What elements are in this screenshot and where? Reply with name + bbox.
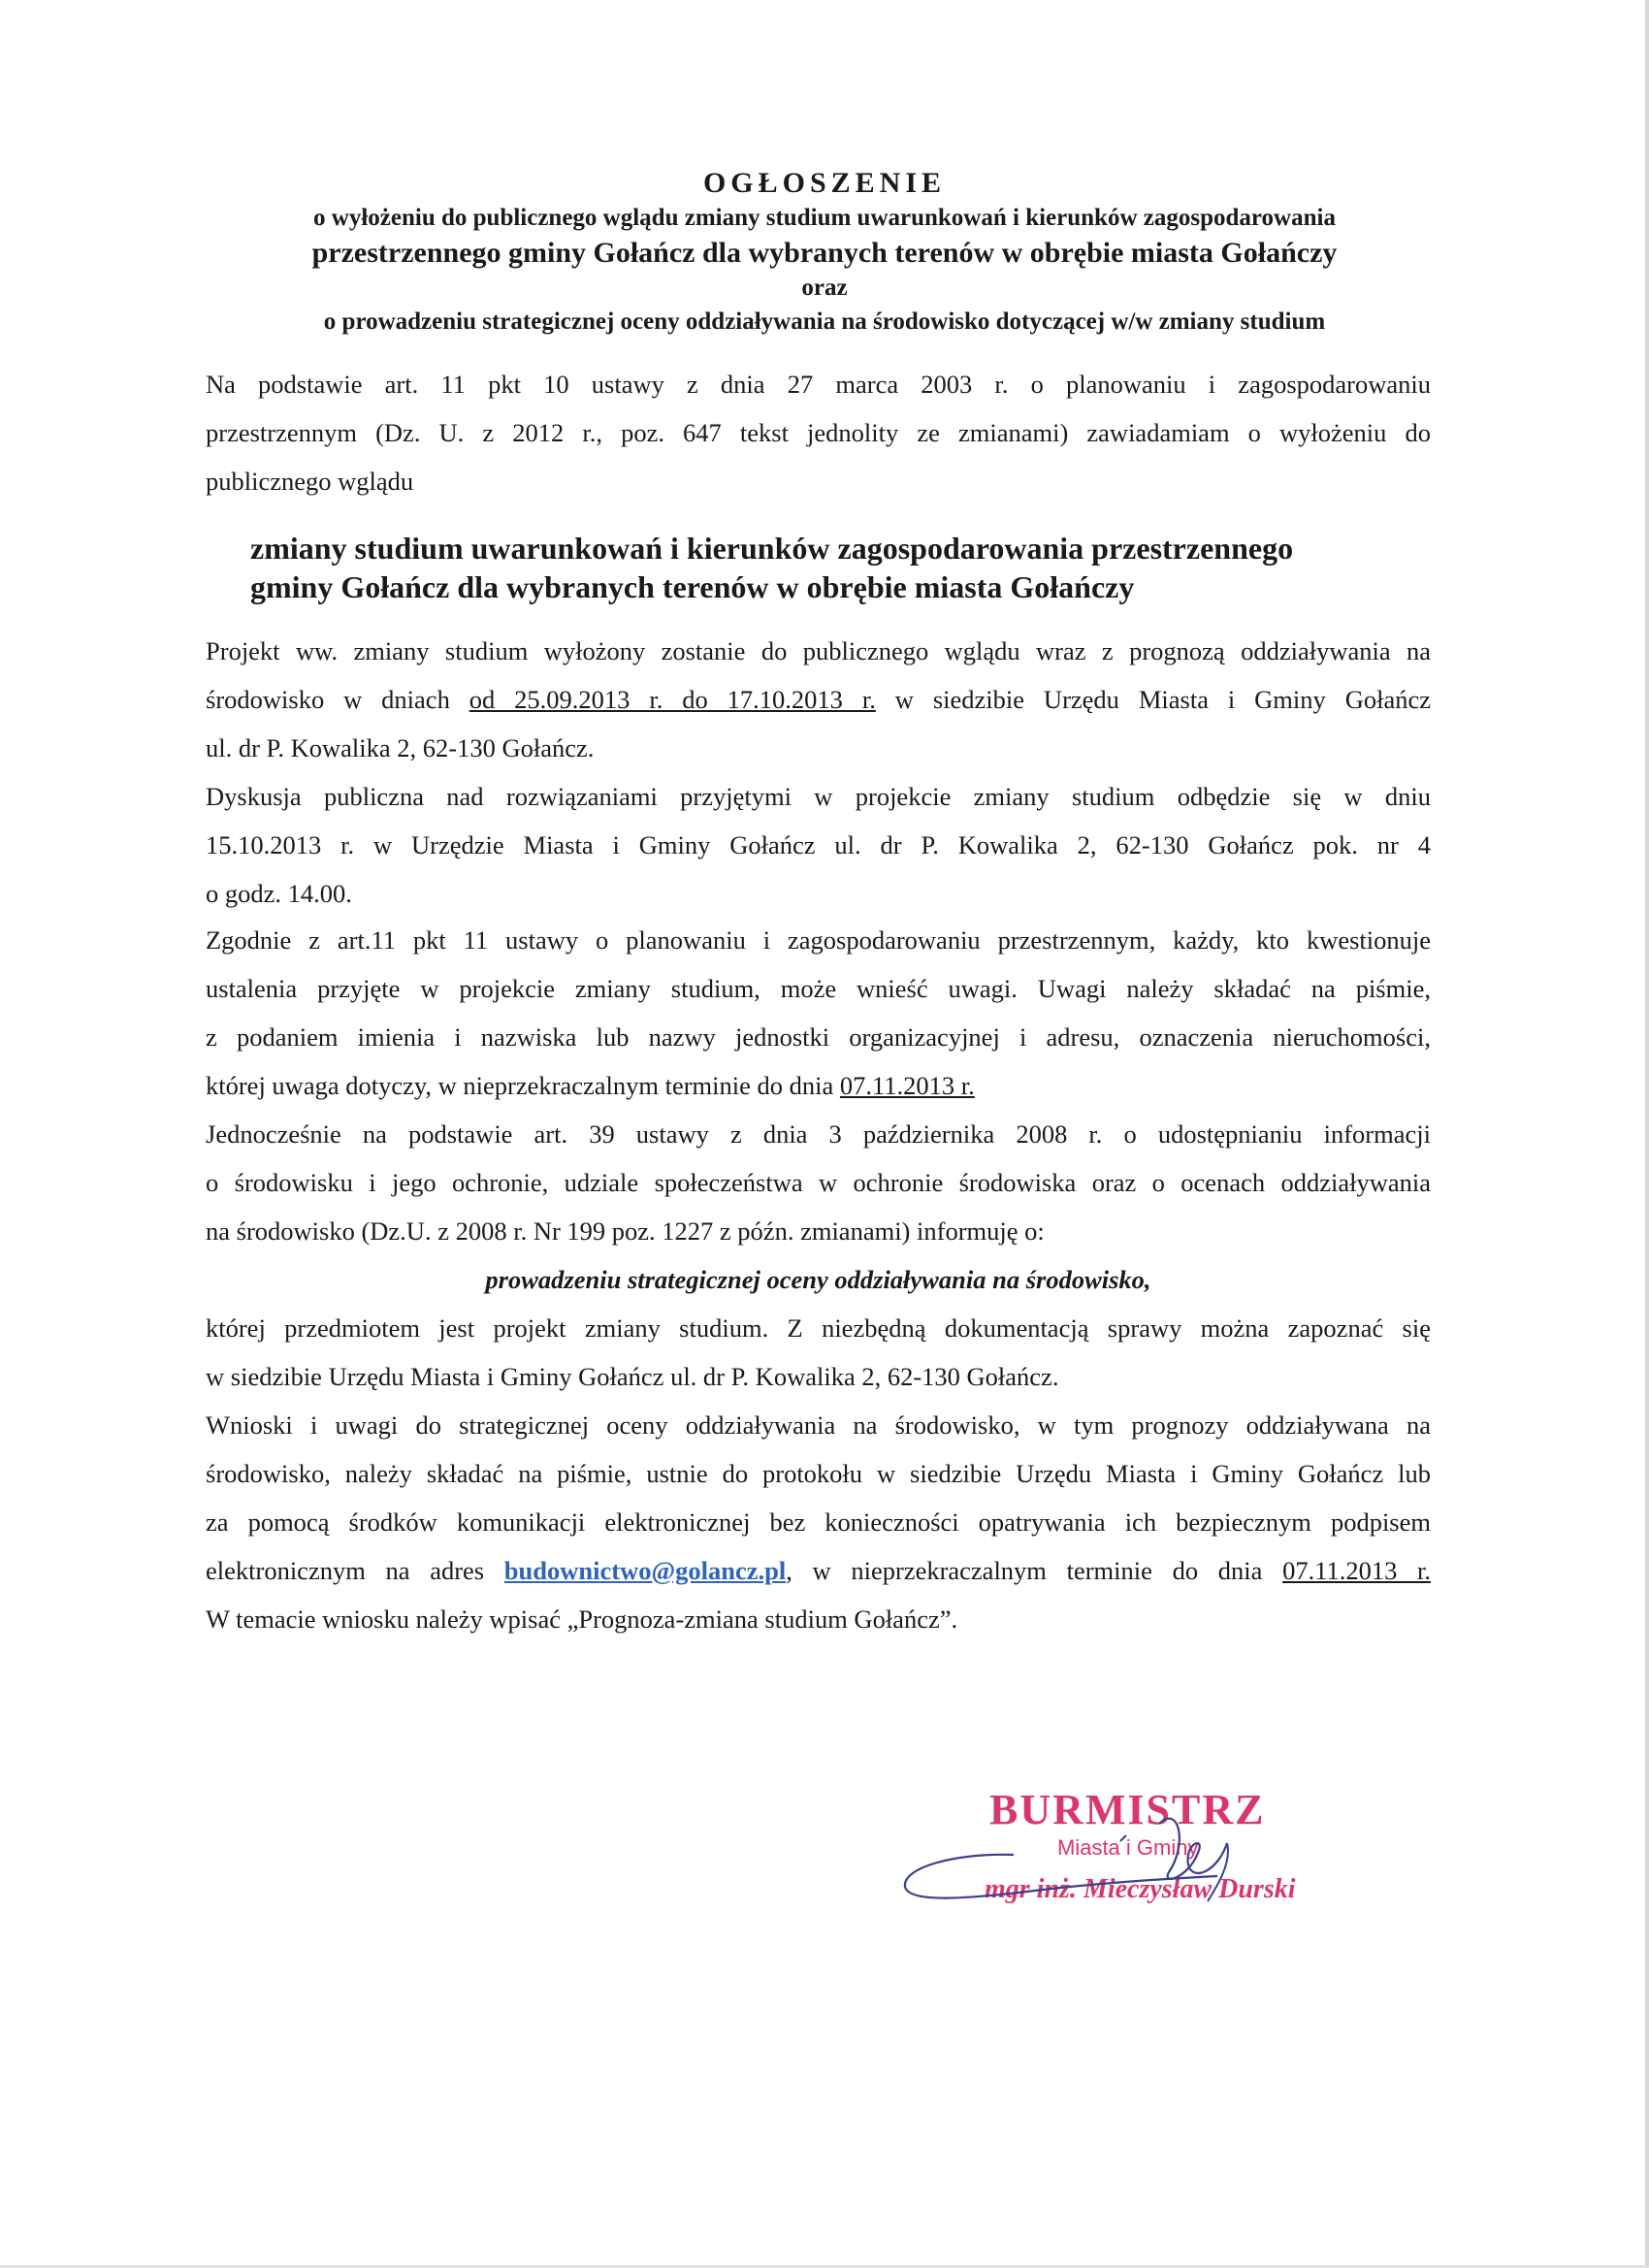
uwagi-line-3: z podaniem imienia i nazwiska lub nazwy jednostki organizacyjnej i adresu, oznaczenia nieruchomości, — [206, 1022, 1431, 1052]
intro-line-1: Na podstawie art. 11 pkt 10 ustawy z dnia 27 marca 2003 r. o planowaniu i zagospodarowaniu — [206, 370, 1431, 399]
uwagi-line-4-text: której uwaga dotyczy, w nieprzekraczalnym terminie do dnia — [206, 1071, 834, 1100]
projekt-paragraph — [206, 627, 1431, 772]
wnioski-paragraph — [206, 1401, 1431, 1643]
projekt-line-2 — [206, 675, 1431, 724]
stamp-office: Miasta i Gminy — [1057, 1835, 1199, 1860]
wnioski-line-5: W temacie wniosku należy wpisać „Prognoza-zmiana studium Gołańcz”. — [206, 1604, 958, 1634]
przedmiot-line-1: której przedmiotem jest projekt zmiany studium. Z niezbędną dokumentacją sprawy można zapoznać się — [206, 1313, 1431, 1343]
projekt-line-1: Projekt ww. zmiany studium wyłożony zostanie do publicznego wglądu wraz z prognozą oddziaływania na — [206, 636, 1431, 665]
header-oraz: oraz — [801, 275, 848, 301]
stamp-title: BURMISTRZ — [989, 1786, 1266, 1833]
przedmiot-line-2: w siedzibie Urzędu Miasta i Gminy Gołańcz ul. dr P. Kowalika 2, 62-130 Gołańcz. — [206, 1362, 1059, 1391]
dyskusja-line-3: o godz. 14.00. — [206, 879, 352, 908]
wnioski-line-3: za pomocą środków komunikacji elektronicznej bez konieczności opatrywania ich bezpiecznym podpisem — [206, 1507, 1431, 1537]
dyskusja-line-1: Dyskusja publiczna nad rozwiązaniami przyjętymi w projekcie zmiany studium odbędzie się w dniu — [206, 782, 1431, 811]
jednoczesnie-line-3: na środowisko (Dz.U. z 2008 r. Nr 199 poz. 1227 z późn. zmianami) informuję o: — [206, 1216, 1045, 1246]
uwagi-line-1: Zgodnie z art.11 pkt 11 ustawy o planowaniu i zagospodarowaniu przestrzennym, każdy, kto kwestionuje — [206, 925, 1431, 955]
wnioski-line-2: środowisko, należy składać na piśmie, ustnie do protokołu w siedzibie Urzędu Miasta i Gminy Gołańcz lub — [206, 1459, 1431, 1488]
email-link[interactable]: budownictwo@golancz.pl — [503, 1556, 787, 1585]
przedmiot-paragraph — [206, 1304, 1431, 1401]
projekt-line-2-start: środowisko w dniach — [206, 685, 450, 714]
wnioski-line-4-mid: , w nieprzekraczalnym terminie do dnia — [786, 1556, 1263, 1585]
subject-heading — [250, 529, 1414, 606]
uwagi-line-4 — [206, 1061, 1431, 1110]
jednoczesnie-paragraph — [206, 1110, 1431, 1255]
uwagi-paragraph — [206, 916, 1431, 1110]
dyskusja-paragraph — [206, 772, 1431, 918]
wnioski-line-1: Wnioski i uwagi do strategicznej oceny oddziaływania na środowisko, w tym prognozy oddziaływana na — [206, 1410, 1431, 1440]
intro-line-2: przestrzennym (Dz. U. z 2012 r., poz. 647 tekst jednolity ze zmianami) zawiadamiam o wyłożeniu do — [206, 418, 1431, 447]
announcement-title: OGŁOSZENIE — [702, 167, 947, 199]
dyskusja-line-2: 15.10.2013 r. w Urzędzie Miasta i Gminy Gołańcz ul. dr P. Kowalika 2, 62-130 Gołańcz pok. nr 4 — [206, 830, 1431, 859]
wnioski-line-4-start: elektronicznym na adres — [206, 1556, 485, 1585]
uwagi-line-2: ustalenia przyjęte w projekcie zmiany studium, może wnieść uwagi. Uwagi należy składać na piśmie, — [206, 974, 1431, 1003]
uwagi-deadline: 07.11.2013 r. — [839, 1071, 975, 1100]
projekt-line-3: ul. dr P. Kowalika 2, 62-130 Gołańcz. — [206, 733, 595, 762]
jednoczesnie-line-2: o środowisku i jego ochronie, udziale społeczeństwa w ochronie środowiska oraz o ocenach oddziaływania — [206, 1168, 1431, 1197]
scan-edge-right — [1645, 0, 1649, 2268]
announcement-header — [194, 165, 1455, 340]
subject-line-1: zmiany studium uwarunkowań i kierunków zagospodarowania przestrzennego — [250, 531, 1294, 566]
header-line-3: o prowadzeniu strategicznej oceny oddziaływania na środowisko dotyczącej w/w zmiany studium — [323, 308, 1326, 335]
intro-paragraph — [206, 360, 1431, 505]
projekt-line-2-end: w siedzibie Urzędu Miasta i Gminy Gołańcz — [894, 685, 1431, 714]
header-line-1: o wyłożeniu do publicznego wglądu zmiany studium uwarunkowań i kierunków zagospodarowania — [313, 205, 1336, 231]
intro-line-3: publicznego wglądu — [206, 467, 414, 496]
exhibition-dates: od 25.09.2013 r. do 17.10.2013 r. — [469, 685, 876, 714]
wnioski-line-4 — [206, 1546, 1431, 1595]
jednoczesnie-line-1: Jednocześnie na podstawie art. 39 ustawy z dnia 3 października 2008 r. o udostępnianiu informacji — [206, 1119, 1431, 1149]
wnioski-deadline: 07.11.2013 r. — [1282, 1556, 1432, 1585]
header-line-2: przestrzennego gminy Gołańcz dla wybranych terenów w obrębie miasta Gołańczy — [311, 237, 1338, 269]
handwritten-signature — [897, 1785, 1402, 1921]
stamp-name: mgr inż. Mieczysław Durski — [985, 1874, 1296, 1904]
strategic-assessment-heading: prowadzeniu strategicznej oceny oddziaływania na środowisko, — [485, 1265, 1151, 1294]
subject-line-2: gminy Gołańcz dla wybranych terenów w obrębie miasta Gołańczy — [250, 569, 1135, 604]
